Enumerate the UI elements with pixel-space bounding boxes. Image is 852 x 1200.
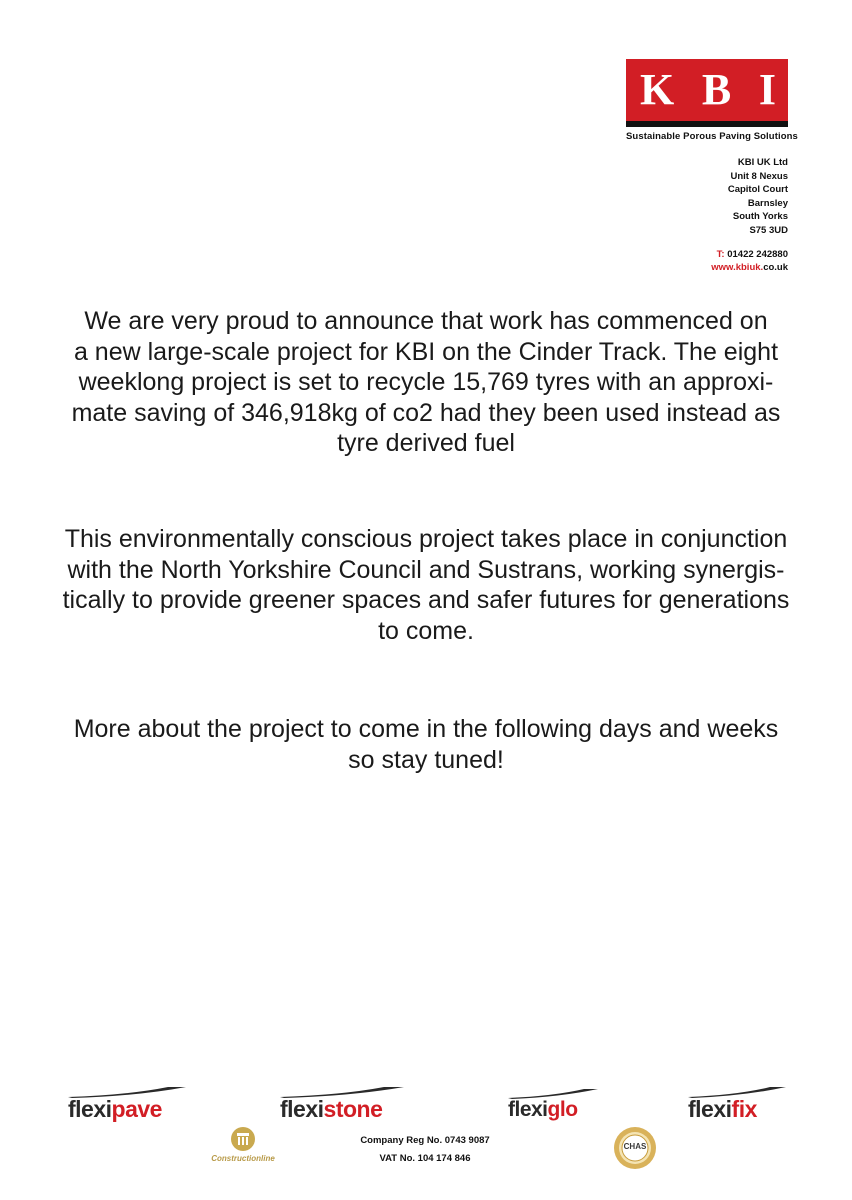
- letterhead: [626, 59, 798, 274]
- text-line: with the North Yorkshire Council and Sustrans, working synergis-: [67, 555, 785, 584]
- brand-suffix: pave: [111, 1096, 162, 1122]
- kbi-logo: [626, 59, 788, 121]
- text-line: This environmentally conscious project takes place in conjunction: [64, 525, 788, 553]
- tagline: Sustainable Porous Paving Solutions: [626, 131, 798, 142]
- text-line: so stay tuned!: [348, 745, 504, 774]
- brand-prefix: flexi: [280, 1096, 324, 1122]
- vat-number: VAT No. 104 174 846: [379, 1153, 471, 1164]
- flexipave-logo: [68, 1086, 188, 1121]
- brand-suffix: fix: [731, 1096, 757, 1122]
- address-line: South Yorks: [732, 211, 788, 222]
- logo-underline: [626, 121, 788, 127]
- contact-info: [626, 249, 788, 274]
- brand-prefix: flexi: [508, 1098, 548, 1121]
- address-line: Capitol Court: [727, 184, 788, 195]
- text-line: More about the project to come in the following days and weeks: [73, 715, 779, 743]
- brand-prefix: flexi: [688, 1096, 732, 1122]
- flexistone-logo: [280, 1086, 406, 1121]
- phone-number: 01422 242880: [727, 249, 788, 260]
- website-suffix: co.uk: [763, 261, 788, 273]
- text-line: to come.: [378, 616, 474, 645]
- company-reg-number: Company Reg No. 0743 9087: [360, 1135, 490, 1146]
- text-line: We are very proud to announce that work has commenced on: [84, 307, 768, 335]
- announcement-paragraph: [40, 306, 812, 459]
- constructionline-label: Constructionline: [211, 1154, 275, 1163]
- company-address: [626, 156, 788, 237]
- address-line: Unit 8 Nexus: [730, 170, 788, 182]
- text-line: tically to provide greener spaces and safer futures for generations: [62, 586, 790, 614]
- flexifix-logo: [688, 1086, 788, 1121]
- closing-paragraph: [40, 714, 812, 775]
- logo-letter: B: [701, 65, 732, 114]
- address-line: KBI UK Ltd: [737, 157, 788, 168]
- address-line: Barnsley: [747, 197, 788, 209]
- flexiglo-logo: [508, 1088, 600, 1120]
- constructionline-badge: [198, 1126, 288, 1163]
- logo-letter: I: [758, 65, 776, 114]
- brand-suffix: stone: [323, 1096, 383, 1122]
- partnership-paragraph: [40, 524, 812, 646]
- text-line: a new large-scale project for KBI on the Cinder Track. The eight: [73, 337, 779, 366]
- phone-line: [626, 249, 788, 262]
- address-line: S75 3UD: [749, 224, 788, 236]
- text-line: mate saving of 346,918kg of co2 had they been used instead as: [71, 398, 781, 427]
- brand-prefix: flexi: [68, 1096, 112, 1122]
- website-link[interactable]: [626, 262, 788, 275]
- text-line: weeklong project is set to recycle 15,769 tyres with an approxi-: [78, 368, 774, 396]
- phone-prefix: T:: [716, 249, 725, 260]
- text-line: tyre derived fuel: [337, 429, 515, 457]
- website-prefix: www.kbiuk.: [711, 261, 764, 273]
- logo-letter: K: [640, 65, 675, 114]
- brand-suffix: glo: [547, 1098, 578, 1121]
- constructionline-icon: [230, 1126, 256, 1154]
- chas-label: CHAS: [623, 1142, 647, 1151]
- chas-badge: [613, 1126, 657, 1175]
